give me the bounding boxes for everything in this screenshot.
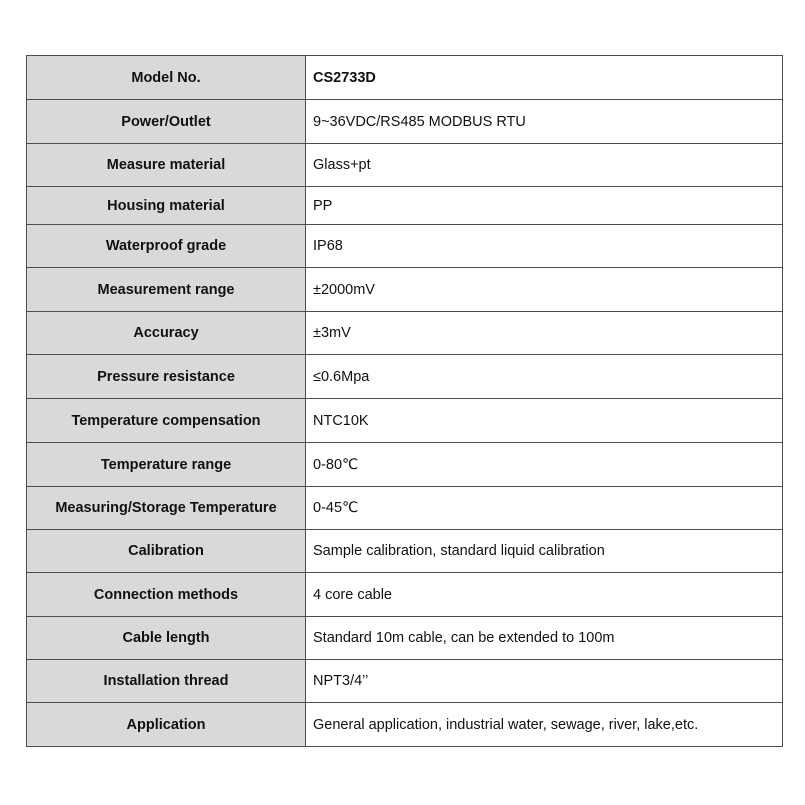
table-row xyxy=(27,268,783,312)
table-row xyxy=(27,100,783,144)
row-label: Waterproof grade xyxy=(27,225,306,268)
row-value: CS2733D xyxy=(306,56,783,100)
row-value: 0-80℃ xyxy=(306,443,783,487)
row-label: Installation thread xyxy=(27,660,306,703)
table-row xyxy=(27,56,783,100)
row-label: Temperature compensation xyxy=(27,399,306,443)
row-label: Accuracy xyxy=(27,312,306,355)
table-row xyxy=(27,312,783,355)
row-label: Measurement range xyxy=(27,268,306,312)
row-label: Measure material xyxy=(27,144,306,187)
row-value: Standard 10m cable, can be extended to 100m xyxy=(306,617,783,660)
table-row xyxy=(27,530,783,573)
row-label: Model No. xyxy=(27,56,306,100)
row-value: IP68 xyxy=(306,225,783,268)
row-label: Housing material xyxy=(27,187,306,225)
row-value: Glass+pt xyxy=(306,144,783,187)
row-label: Application xyxy=(27,703,306,747)
row-label: Measuring/Storage Temperature xyxy=(27,487,306,530)
table-row xyxy=(27,703,783,747)
table-row xyxy=(27,399,783,443)
row-label: Cable length xyxy=(27,617,306,660)
row-value: ±3mV xyxy=(306,312,783,355)
row-value: Sample calibration, standard liquid calibration xyxy=(306,530,783,573)
row-label: Power/Outlet xyxy=(27,100,306,144)
row-label: Connection methods xyxy=(27,573,306,617)
table-row xyxy=(27,487,783,530)
specification-table xyxy=(26,55,783,747)
row-value: General application, industrial water, sewage, river, lake,etc. xyxy=(306,703,783,747)
table-row xyxy=(27,443,783,487)
table-row xyxy=(27,225,783,268)
row-value: NPT3/4’’ xyxy=(306,660,783,703)
table-row xyxy=(27,144,783,187)
row-value: ±2000mV xyxy=(306,268,783,312)
row-value: 0-45℃ xyxy=(306,487,783,530)
table-row xyxy=(27,187,783,225)
table-row xyxy=(27,573,783,617)
row-value: 9~36VDC/RS485 MODBUS RTU xyxy=(306,100,783,144)
row-value: PP xyxy=(306,187,783,225)
row-value: 4 core cable xyxy=(306,573,783,617)
row-label: Pressure resistance xyxy=(27,355,306,399)
table-row xyxy=(27,617,783,660)
row-value: NTC10K xyxy=(306,399,783,443)
row-label: Temperature range xyxy=(27,443,306,487)
table-row xyxy=(27,660,783,703)
table-row xyxy=(27,355,783,399)
row-value: ≤0.6Mpa xyxy=(306,355,783,399)
row-label: Calibration xyxy=(27,530,306,573)
